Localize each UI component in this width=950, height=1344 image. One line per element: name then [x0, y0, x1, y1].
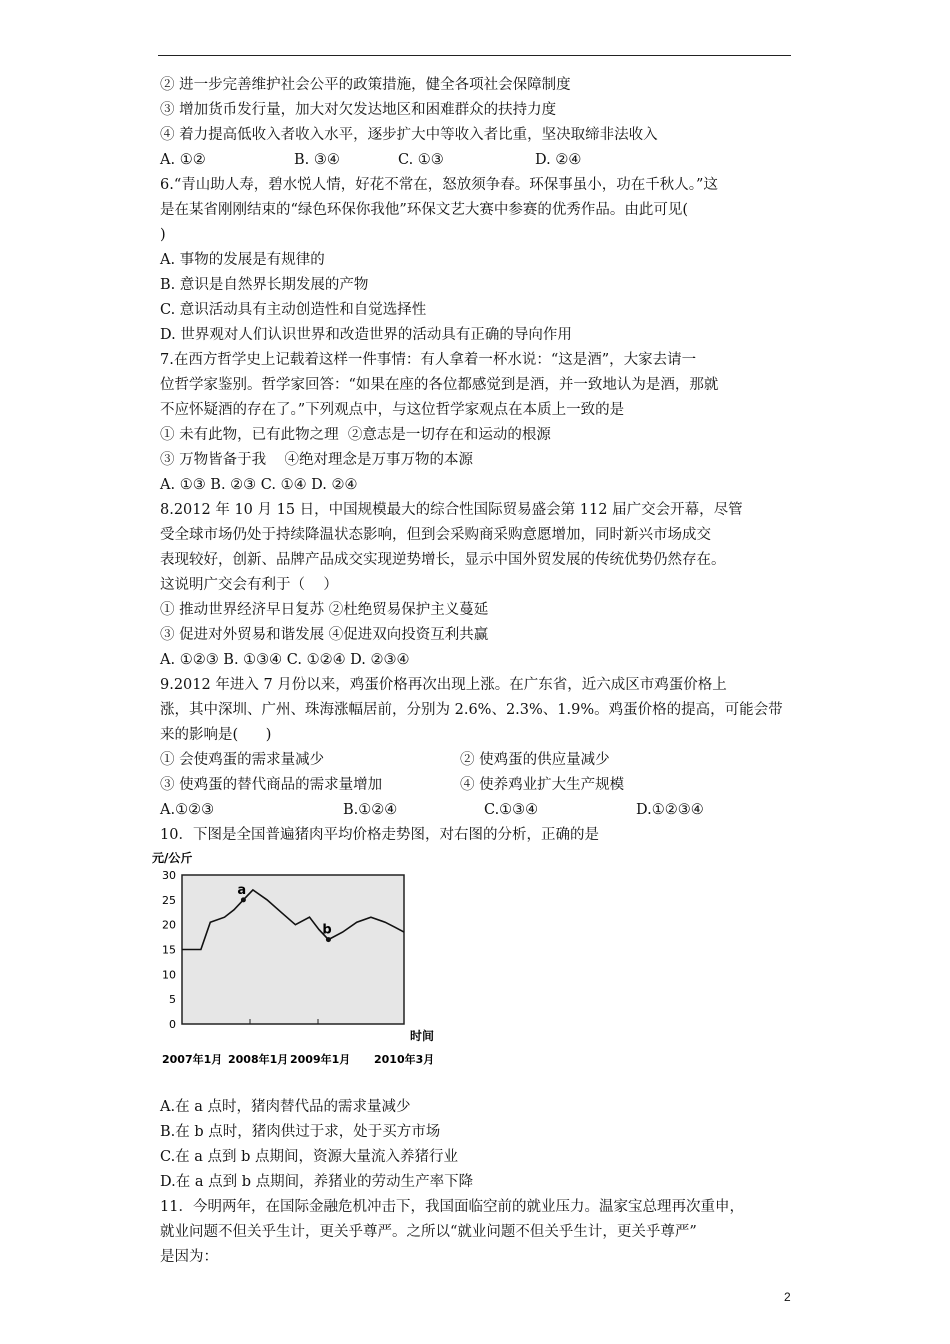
q5-answer-d: D. ②④	[535, 152, 582, 168]
q7-answers: A. ①③ B. ②③ C. ①④ D. ②④	[160, 477, 358, 493]
point-a-label: a	[237, 882, 247, 898]
q11-stem-2: 就业问题不但关乎生计，更关乎尊严。之所以“就业问题不但关乎生计，更关乎尊严”	[160, 1224, 697, 1240]
q8-stem-1: 8.2012 年 10 月 15 日，中国规模最大的综合性国际贸易盛会第 112 届广交会开幕，尽管	[160, 502, 743, 518]
q6-option-a: A. 事物的发展是有规律的	[160, 252, 325, 268]
x-axis-label: 时间	[410, 1029, 435, 1043]
q9-answer-c: C.①③④	[484, 802, 539, 818]
y-tick-label: 25	[162, 893, 176, 907]
q5-answer-b: B. ③④	[294, 152, 340, 168]
x-tick-label: 2008年1月	[228, 1053, 289, 1066]
q9-answer-a: A.①②③	[160, 802, 215, 818]
q6-option-b: B. 意识是自然界长期发展的产物	[160, 277, 369, 293]
q7-stem-2: 位哲学家鉴别。哲学家回答：“如果在座的各位都感觉到是酒，并一致地认为是酒，那就	[160, 377, 719, 393]
q6-stem-2: 是在某省刚刚结束的“绿色环保你我他”环保文艺大赛中参赛的优秀作品。由此可见(	[160, 202, 688, 218]
x-tick-label: 2007年1月	[162, 1053, 223, 1066]
y-tick-label: 20	[162, 918, 176, 932]
q6-option-c: C. 意识活动具有主动创造性和自觉选择性	[160, 302, 427, 318]
q5-answer-a: A. ①②	[160, 152, 206, 168]
q11-stem-3: 是因为：	[160, 1249, 218, 1265]
q11-stem-1: 11．今明两年，在国际金融危机冲击下，我国面临空前的就业压力。温家宝总理再次重申，	[160, 1199, 744, 1215]
q8-options-2: ③ 促进对外贸易和谐发展 ④促进双向投资互利共赢	[160, 627, 489, 643]
q5-option-2: ② 进一步完善维护社会公平的政策措施，健全各项社会保障制度	[160, 77, 571, 93]
point-a-marker	[241, 897, 246, 902]
q8-stem-3: 表现较好，创新、品牌产品成交实现逆势增长，显示中国外贸发展的传统优势仍然存在。	[160, 552, 726, 568]
pork-price-chart-svg	[150, 848, 450, 1073]
q9-stem-2: 涨，其中深圳、广州、珠海涨幅居前，分别为 2.6%、2.3%、1.9%。鸡蛋价格的提高，可能会带	[160, 702, 783, 718]
y-tick-label: 30	[162, 869, 176, 882]
q9-stem-1: 9.2012 年进入 7 月份以来，鸡蛋价格再次出现上涨。在广东省，近六成区市鸡蛋价格上	[160, 677, 727, 693]
q9-stem-3: 来的影响是( )	[160, 727, 272, 743]
q6-option-d: D. 世界观对人们认识世界和改造世界的活动具有正确的导向作用	[160, 327, 572, 343]
q5-answer-c: C. ①③	[398, 152, 444, 168]
q7-stem-1: 7.在西方哲学史上记载着这样一件事情：有人拿着一杯水说：“这是酒”，大家去请一	[160, 352, 697, 368]
q9-option-4: ④ 使养鸡业扩大生产规模	[460, 777, 625, 793]
q8-stem-4: 这说明广交会有利于（ ）	[160, 577, 338, 593]
page-number: 2	[784, 1290, 791, 1304]
q9-answer-d: D.①②③④	[636, 802, 704, 818]
y-tick-label: 5	[169, 993, 176, 1007]
q5-option-4: ④ 着力提高低收入者收入水平，逐步扩大中等收入者比重，坚决取缔非法收入	[160, 127, 658, 143]
q10-option-c: C.在 a 点到 b 点期间，资源大量流入养猪行业	[160, 1149, 459, 1165]
y-axis-label: 元/公斤	[152, 851, 193, 865]
point-b-marker	[326, 937, 331, 942]
q8-stem-2: 受全球市场仍处于持续降温状态影响，但到会采购商采购意愿增加，同时新兴市场成交	[160, 527, 711, 543]
y-tick-label: 15	[162, 943, 176, 957]
header-rule	[158, 55, 791, 56]
q7-options-1: ① 未有此物，已有此物之理 ②意志是一切存在和运动的根源	[160, 427, 551, 443]
q7-stem-3: 不应怀疑酒的存在了。”下列观点中，与这位哲学家观点在本质上一致的是	[160, 402, 625, 418]
q10-option-d: D.在 a 点到 b 点期间，养猪业的劳动生产率下降	[160, 1174, 474, 1190]
q9-option-1: ① 会使鸡蛋的需求量减少	[160, 752, 325, 768]
point-b-label: b	[322, 922, 332, 938]
x-tick-label: 2009年1月	[290, 1053, 351, 1066]
q10-option-a: A.在 a 点时，猪肉替代品的需求量减少	[160, 1099, 411, 1115]
q9-option-3: ③ 使鸡蛋的替代商品的需求量增加	[160, 777, 383, 793]
q5-option-3: ③ 增加货币发行量，加大对欠发达地区和困难群众的扶持力度	[160, 102, 557, 118]
x-tick-label: 2010年3月	[374, 1053, 435, 1066]
pork-price-chart	[150, 848, 450, 1073]
q10-option-b: B.在 b 点时，猪肉供过于求，处于买方市场	[160, 1124, 441, 1140]
y-tick-label: 0	[169, 1018, 176, 1031]
q6-stem-3: )	[160, 227, 166, 243]
q6-stem-1: 6.“青山助人寿，碧水悦人情，好花不常在，怒放须争春。环保事虽小，功在千秋人。”这	[160, 177, 718, 193]
q9-option-2: ② 使鸡蛋的供应量减少	[460, 752, 610, 768]
q10-stem: 10．下图是全国普遍猪肉平均价格走势图，对右图的分析，正确的是	[160, 827, 599, 843]
q7-options-2: ③ 万物皆备于我 ④绝对理念是万事万物的本源	[160, 452, 474, 468]
q8-answers: A. ①②③ B. ①③④ C. ①②④ D. ②③④	[160, 652, 410, 668]
q9-answer-b: B.①②④	[343, 802, 398, 818]
q8-options-1: ① 推动世界经济早日复苏 ②杜绝贸易保护主义蔓延	[160, 602, 489, 618]
plot-area	[182, 875, 404, 1024]
y-tick-label: 10	[162, 968, 176, 982]
